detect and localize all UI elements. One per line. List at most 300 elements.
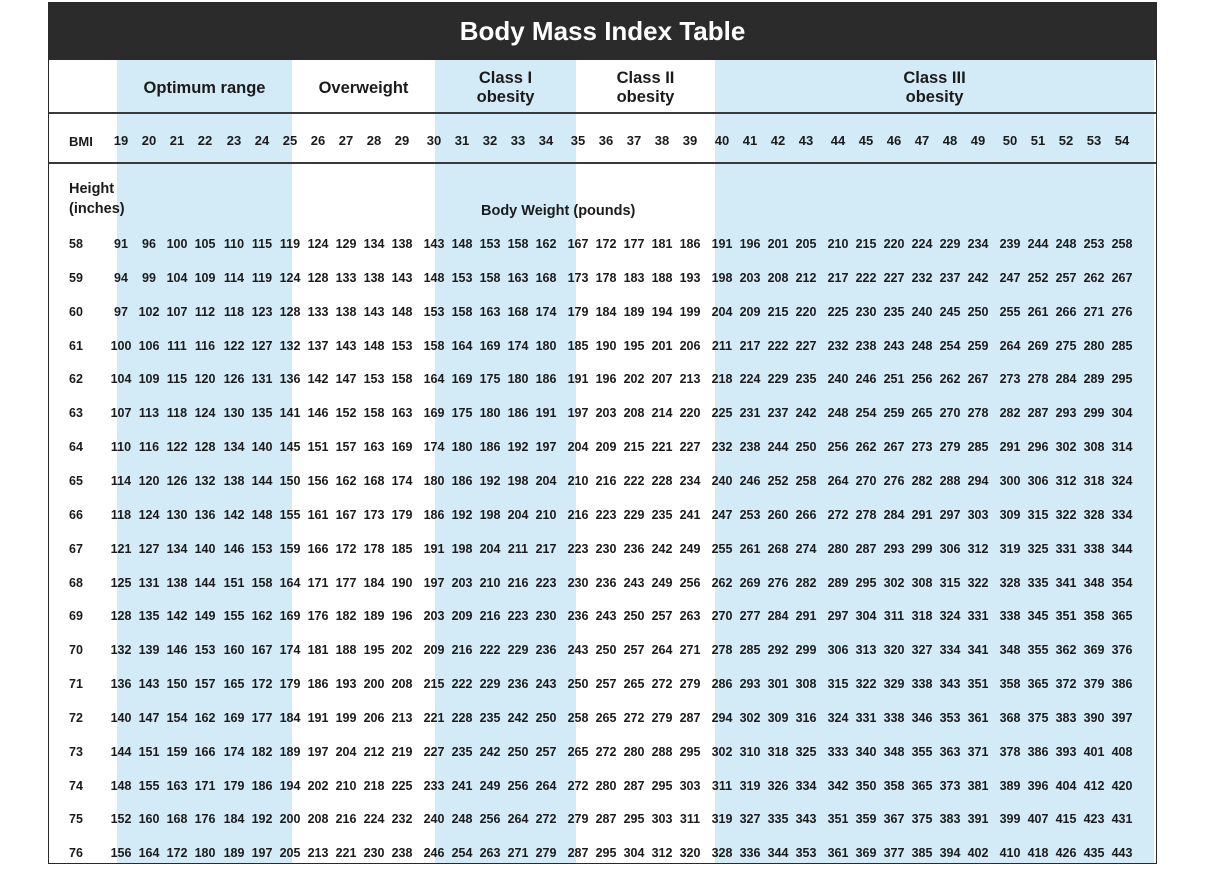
weight-cell: 276 — [1111, 304, 1133, 319]
weight-cell: 118 — [223, 304, 245, 319]
weight-cell: 369 — [1083, 643, 1105, 658]
weight-cell: 316 — [795, 710, 817, 725]
weight-cell: 390 — [1083, 710, 1105, 725]
weight-cell: 278 — [1027, 372, 1049, 387]
weight-cell: 166 — [194, 744, 216, 759]
weight-cell: 267 — [967, 372, 989, 387]
weight-cell: 216 — [507, 575, 529, 590]
weight-cell: 272 — [651, 677, 673, 692]
weight-cell: 222 — [451, 677, 473, 692]
weight-cell: 351 — [827, 812, 849, 827]
weight-cell: 369 — [855, 846, 877, 861]
weight-cell: 168 — [363, 473, 385, 488]
weight-cell: 232 — [827, 338, 849, 353]
weight-cell: 315 — [1027, 507, 1049, 522]
weight-cell: 128 — [194, 440, 216, 455]
weight-cell: 287 — [1027, 406, 1049, 421]
weight-cell: 264 — [827, 473, 849, 488]
weight-cell: 328 — [999, 575, 1021, 590]
weight-cell: 247 — [999, 270, 1021, 285]
weight-cell: 173 — [567, 270, 589, 285]
weight-cell: 138 — [166, 575, 188, 590]
weight-cell: 306 — [939, 541, 961, 556]
weight-cell: 216 — [451, 643, 473, 658]
weight-cell: 263 — [479, 846, 501, 861]
weight-cell: 215 — [767, 304, 789, 319]
weight-cell: 343 — [795, 812, 817, 827]
weight-cell: 150 — [279, 473, 301, 488]
weight-cell: 288 — [651, 744, 673, 759]
weight-cell: 234 — [679, 473, 701, 488]
bmi-value: 54 — [1114, 133, 1130, 148]
weight-cell: 269 — [1027, 338, 1049, 353]
weight-cell: 279 — [535, 846, 557, 861]
height-value: 65 — [69, 473, 83, 488]
weight-cell: 303 — [967, 507, 989, 522]
weight-cell: 252 — [767, 473, 789, 488]
bmi-value: 53 — [1086, 133, 1102, 148]
weight-cell: 353 — [939, 710, 961, 725]
weight-cell: 142 — [166, 609, 188, 624]
weight-cell: 125 — [110, 575, 132, 590]
weight-cell: 126 — [166, 473, 188, 488]
weight-cell: 142 — [223, 507, 245, 522]
weight-cell: 304 — [855, 609, 877, 624]
weight-cell: 175 — [479, 372, 501, 387]
weight-cell: 209 — [595, 440, 617, 455]
weight-cell: 105 — [194, 237, 216, 251]
weight-cell: 299 — [795, 643, 817, 658]
weight-cell: 273 — [911, 440, 933, 455]
weight-cell: 239 — [999, 237, 1021, 251]
weight-cell: 158 — [479, 270, 501, 285]
weight-cell: 203 — [423, 609, 445, 624]
weight-cell: 225 — [827, 304, 849, 319]
bmi-value: 49 — [970, 133, 986, 148]
weight-cell: 124 — [138, 507, 160, 522]
weight-cell: 247 — [711, 507, 733, 522]
weight-cell: 135 — [251, 406, 273, 421]
weight-cell: 279 — [939, 440, 961, 455]
weight-cell: 160 — [138, 812, 160, 827]
weight-cell: 331 — [1055, 541, 1077, 556]
weight-cell: 272 — [623, 710, 645, 725]
weight-cell: 248 — [451, 812, 473, 827]
weight-cell: 196 — [739, 237, 761, 251]
weight-cell: 291 — [999, 440, 1021, 455]
weight-cell: 186 — [679, 237, 701, 251]
weight-cell: 143 — [363, 304, 385, 319]
weight-cell: 250 — [507, 744, 529, 759]
weight-cell: 116 — [194, 338, 216, 353]
weight-cell: 172 — [335, 541, 357, 556]
weight-cell: 229 — [939, 237, 961, 251]
weight-cell: 341 — [1055, 575, 1077, 590]
weight-cell: 299 — [911, 541, 933, 556]
weight-cell: 214 — [651, 406, 673, 421]
weight-cell: 256 — [507, 778, 529, 793]
weight-cell: 431 — [1111, 812, 1133, 827]
weight-cell: 162 — [535, 237, 557, 251]
weight-cell: 280 — [1083, 338, 1105, 353]
weight-cell: 346 — [911, 710, 933, 725]
height-value: 74 — [69, 778, 83, 793]
weight-cell: 204 — [479, 541, 501, 556]
weight-cell: 233 — [423, 778, 445, 793]
weight-cell: 171 — [194, 778, 216, 793]
weight-cell: 188 — [651, 270, 673, 285]
weight-cell: 191 — [535, 406, 557, 421]
height-value: 61 — [69, 338, 83, 353]
weight-cell: 119 — [251, 270, 273, 285]
weight-cell: 297 — [939, 507, 961, 522]
weight-cell: 318 — [911, 609, 933, 624]
weight-cell: 315 — [827, 677, 849, 692]
weight-cell: 128 — [307, 270, 329, 285]
weight-cell: 319 — [711, 812, 733, 827]
weight-cell: 168 — [507, 304, 529, 319]
weight-cell: 338 — [883, 710, 905, 725]
bmi-value: 21 — [169, 133, 185, 148]
weight-cell: 315 — [939, 575, 961, 590]
weight-cell: 249 — [651, 575, 673, 590]
weight-cell: 294 — [711, 710, 733, 725]
height-value: 68 — [69, 575, 83, 590]
weight-cell: 410 — [999, 846, 1021, 861]
weight-cell: 236 — [535, 643, 557, 658]
bmi-value: 52 — [1058, 133, 1074, 148]
weight-cell: 167 — [335, 507, 357, 522]
weight-cell: 206 — [363, 710, 385, 725]
category-band — [435, 60, 576, 863]
weight-cell: 311 — [711, 778, 733, 793]
weight-cell: 371 — [967, 744, 989, 759]
weight-cell: 202 — [307, 778, 329, 793]
weight-cell: 420 — [1111, 778, 1133, 793]
weight-cell: 186 — [479, 440, 501, 455]
weight-cell: 272 — [567, 778, 589, 793]
weight-cell: 391 — [967, 812, 989, 827]
weight-cell: 207 — [651, 372, 673, 387]
weight-cell: 213 — [307, 846, 329, 861]
weight-cell: 306 — [1027, 473, 1049, 488]
weight-cell: 250 — [535, 710, 557, 725]
weight-cell: 386 — [1111, 677, 1133, 692]
weight-cell: 348 — [999, 643, 1021, 658]
weight-cell: 163 — [479, 304, 501, 319]
weight-cell: 275 — [1055, 338, 1077, 353]
weight-cell: 179 — [279, 677, 301, 692]
weight-cell: 296 — [1027, 440, 1049, 455]
weight-cell: 418 — [1027, 846, 1049, 861]
weight-cell: 179 — [567, 304, 589, 319]
weight-cell: 322 — [1055, 507, 1077, 522]
weight-cell: 408 — [1111, 744, 1133, 759]
weight-cell: 210 — [335, 778, 357, 793]
weight-cell: 386 — [1027, 744, 1049, 759]
weight-cell: 301 — [767, 677, 789, 692]
weight-cell: 215 — [623, 440, 645, 455]
weight-cell: 191 — [567, 372, 589, 387]
weight-cell: 248 — [911, 338, 933, 353]
weight-cell: 192 — [251, 812, 273, 827]
weight-cell: 181 — [651, 237, 673, 251]
weight-cell: 224 — [363, 812, 385, 827]
category-band — [715, 60, 1154, 863]
weight-cell: 313 — [855, 643, 877, 658]
weight-cell: 285 — [1111, 338, 1133, 353]
weight-cell: 345 — [1027, 609, 1049, 624]
weight-cell: 203 — [739, 270, 761, 285]
weight-cell: 358 — [999, 677, 1021, 692]
weight-cell: 264 — [507, 812, 529, 827]
weight-cell: 325 — [1027, 541, 1049, 556]
weight-cell: 230 — [535, 609, 557, 624]
weight-cell: 210 — [567, 473, 589, 488]
weight-cell: 355 — [1027, 643, 1049, 658]
weight-cell: 322 — [967, 575, 989, 590]
weight-cell: 202 — [623, 372, 645, 387]
weight-cell: 194 — [651, 304, 673, 319]
weight-cell: 132 — [194, 473, 216, 488]
weight-cell: 377 — [883, 846, 905, 861]
weight-cell: 227 — [883, 270, 905, 285]
weight-cell: 197 — [251, 846, 273, 861]
category-label: Class II obesity — [616, 69, 675, 106]
weight-cell: 176 — [194, 812, 216, 827]
weight-cell: 171 — [307, 575, 329, 590]
weight-cell: 211 — [507, 541, 529, 556]
weight-cell: 361 — [967, 710, 989, 725]
weight-cell: 412 — [1083, 778, 1105, 793]
weight-cell: 287 — [855, 541, 877, 556]
weight-cell: 209 — [739, 304, 761, 319]
weight-cell: 284 — [883, 507, 905, 522]
weight-cell: 174 — [423, 440, 445, 455]
weight-cell: 259 — [883, 406, 905, 421]
weight-cell: 399 — [999, 812, 1021, 827]
weight-cell: 202 — [391, 643, 413, 658]
weight-cell: 164 — [423, 372, 445, 387]
weight-cell: 97 — [114, 304, 128, 319]
weight-cell: 393 — [1055, 744, 1077, 759]
weight-cell: 318 — [767, 744, 789, 759]
weight-cell: 138 — [223, 473, 245, 488]
weight-cell: 250 — [623, 609, 645, 624]
weight-cell: 297 — [827, 609, 849, 624]
weight-cell: 250 — [967, 304, 989, 319]
weight-cell: 130 — [223, 406, 245, 421]
height-value: 62 — [69, 372, 83, 387]
bmi-value: 31 — [454, 133, 470, 148]
weight-cell: 162 — [251, 609, 273, 624]
weight-cell: 169 — [279, 609, 301, 624]
weight-cell: 135 — [138, 609, 160, 624]
weight-cell: 334 — [939, 643, 961, 658]
weight-cell: 308 — [795, 677, 817, 692]
weight-cell: 263 — [679, 609, 701, 624]
weight-cell: 186 — [307, 677, 329, 692]
bmi-value: 48 — [942, 133, 958, 148]
weight-cell: 127 — [251, 338, 273, 353]
weight-cell: 223 — [507, 609, 529, 624]
weight-cell: 266 — [795, 507, 817, 522]
weight-cell: 338 — [999, 609, 1021, 624]
weight-cell: 174 — [507, 338, 529, 353]
weight-cell: 256 — [479, 812, 501, 827]
weight-cell: 189 — [363, 609, 385, 624]
weight-cell: 375 — [911, 812, 933, 827]
weight-cell: 264 — [651, 643, 673, 658]
weight-cell: 224 — [911, 237, 933, 251]
weight-cell: 172 — [251, 677, 273, 692]
weight-cell: 195 — [363, 643, 385, 658]
weight-cell: 265 — [623, 677, 645, 692]
weight-cell: 245 — [939, 304, 961, 319]
weight-cell: 238 — [855, 338, 877, 353]
weight-cell: 289 — [827, 575, 849, 590]
weight-cell: 289 — [1083, 372, 1105, 387]
weight-cell: 261 — [1027, 304, 1049, 319]
weight-cell: 257 — [595, 677, 617, 692]
bmi-value: 30 — [426, 133, 442, 148]
weight-cell: 152 — [335, 406, 357, 421]
bmi-value: 37 — [626, 133, 642, 148]
weight-cell: 351 — [1055, 609, 1077, 624]
weight-cell: 285 — [739, 643, 761, 658]
weight-cell: 270 — [939, 406, 961, 421]
weight-cell: 324 — [827, 710, 849, 725]
category-band — [117, 60, 292, 863]
weight-cell: 180 — [479, 406, 501, 421]
bmi-value: 22 — [197, 133, 213, 148]
weight-cell: 91 — [114, 237, 128, 251]
weight-cell: 177 — [623, 237, 645, 251]
weight-cell: 198 — [711, 270, 733, 285]
weight-cell: 115 — [166, 372, 188, 387]
weight-cell: 267 — [883, 440, 905, 455]
weight-cell: 358 — [883, 778, 905, 793]
weight-cell: 168 — [166, 812, 188, 827]
weight-cell: 126 — [223, 372, 245, 387]
weight-cell: 134 — [166, 541, 188, 556]
weight-cell: 134 — [223, 440, 245, 455]
weight-cell: 426 — [1055, 846, 1077, 861]
weight-cell: 282 — [999, 406, 1021, 421]
weight-cell: 193 — [335, 677, 357, 692]
weight-cell: 257 — [1055, 270, 1077, 285]
weight-cell: 203 — [595, 406, 617, 421]
weight-cell: 258 — [567, 710, 589, 725]
weight-cell: 242 — [507, 710, 529, 725]
height-value: 64 — [69, 440, 83, 455]
weight-cell: 328 — [711, 846, 733, 861]
weight-cell: 375 — [1027, 710, 1049, 725]
weight-cell: 186 — [251, 778, 273, 793]
weight-cell: 128 — [279, 304, 301, 319]
weight-cell: 262 — [1083, 270, 1105, 285]
weight-cell: 183 — [623, 270, 645, 285]
weight-cell: 367 — [883, 812, 905, 827]
weight-cell: 229 — [507, 643, 529, 658]
weight-cell: 276 — [767, 575, 789, 590]
weight-cell: 220 — [883, 237, 905, 251]
weight-cell: 244 — [767, 440, 789, 455]
weight-cell: 186 — [451, 473, 473, 488]
weight-cell: 272 — [535, 812, 557, 827]
weight-cell: 235 — [883, 304, 905, 319]
weight-cell: 169 — [423, 406, 445, 421]
weight-cell: 216 — [335, 812, 357, 827]
weight-cell: 197 — [423, 575, 445, 590]
weight-cell: 258 — [1111, 237, 1133, 251]
weight-cell: 121 — [110, 541, 132, 556]
weight-cell: 365 — [1111, 609, 1133, 624]
weight-cell: 253 — [739, 507, 761, 522]
weight-cell: 123 — [251, 304, 273, 319]
weight-cell: 257 — [651, 609, 673, 624]
weight-cell: 278 — [967, 406, 989, 421]
weight-cell: 295 — [855, 575, 877, 590]
weight-cell: 99 — [142, 270, 156, 285]
weight-cell: 312 — [651, 846, 673, 861]
weight-cell: 324 — [939, 609, 961, 624]
bmi-value: 28 — [366, 133, 382, 148]
weight-cell: 279 — [567, 812, 589, 827]
weight-cell: 241 — [451, 778, 473, 793]
weight-cell: 186 — [507, 406, 529, 421]
weight-cell: 368 — [999, 710, 1021, 725]
weight-cell: 180 — [507, 372, 529, 387]
weight-cell: 303 — [679, 778, 701, 793]
bmi-value: 41 — [742, 133, 758, 148]
category-label: Overweight — [318, 78, 409, 97]
weight-cell: 190 — [391, 575, 413, 590]
weight-cell: 163 — [391, 406, 413, 421]
weight-cell: 148 — [451, 237, 473, 251]
weight-cell: 186 — [423, 507, 445, 522]
category-label: Optimum range — [143, 78, 266, 97]
weight-cell: 401 — [1083, 744, 1105, 759]
weight-cell: 269 — [739, 575, 761, 590]
weight-cell: 128 — [110, 609, 132, 624]
bmi-value: 35 — [570, 133, 586, 148]
weight-cell: 192 — [479, 473, 501, 488]
weight-cell: 164 — [279, 575, 301, 590]
weight-cell: 227 — [423, 744, 445, 759]
weight-cell: 279 — [679, 677, 701, 692]
weight-cell: 176 — [307, 609, 329, 624]
weight-cell: 236 — [595, 575, 617, 590]
weight-cell: 104 — [166, 270, 188, 285]
bmi-value: 25 — [282, 133, 298, 148]
weight-cell: 270 — [855, 473, 877, 488]
height-value: 66 — [69, 507, 83, 522]
weight-cell: 287 — [567, 846, 589, 861]
weight-cell: 402 — [967, 846, 989, 861]
weight-cell: 415 — [1055, 812, 1077, 827]
weight-cell: 248 — [1055, 237, 1077, 251]
weight-cell: 178 — [363, 541, 385, 556]
weight-cell: 151 — [307, 440, 329, 455]
weight-cell: 158 — [507, 237, 529, 251]
weight-cell: 230 — [363, 846, 385, 861]
weight-cell: 177 — [251, 710, 273, 725]
weight-cell: 197 — [535, 440, 557, 455]
weight-cell: 96 — [142, 237, 156, 251]
weight-cell: 169 — [479, 338, 501, 353]
weight-cell: 208 — [307, 812, 329, 827]
